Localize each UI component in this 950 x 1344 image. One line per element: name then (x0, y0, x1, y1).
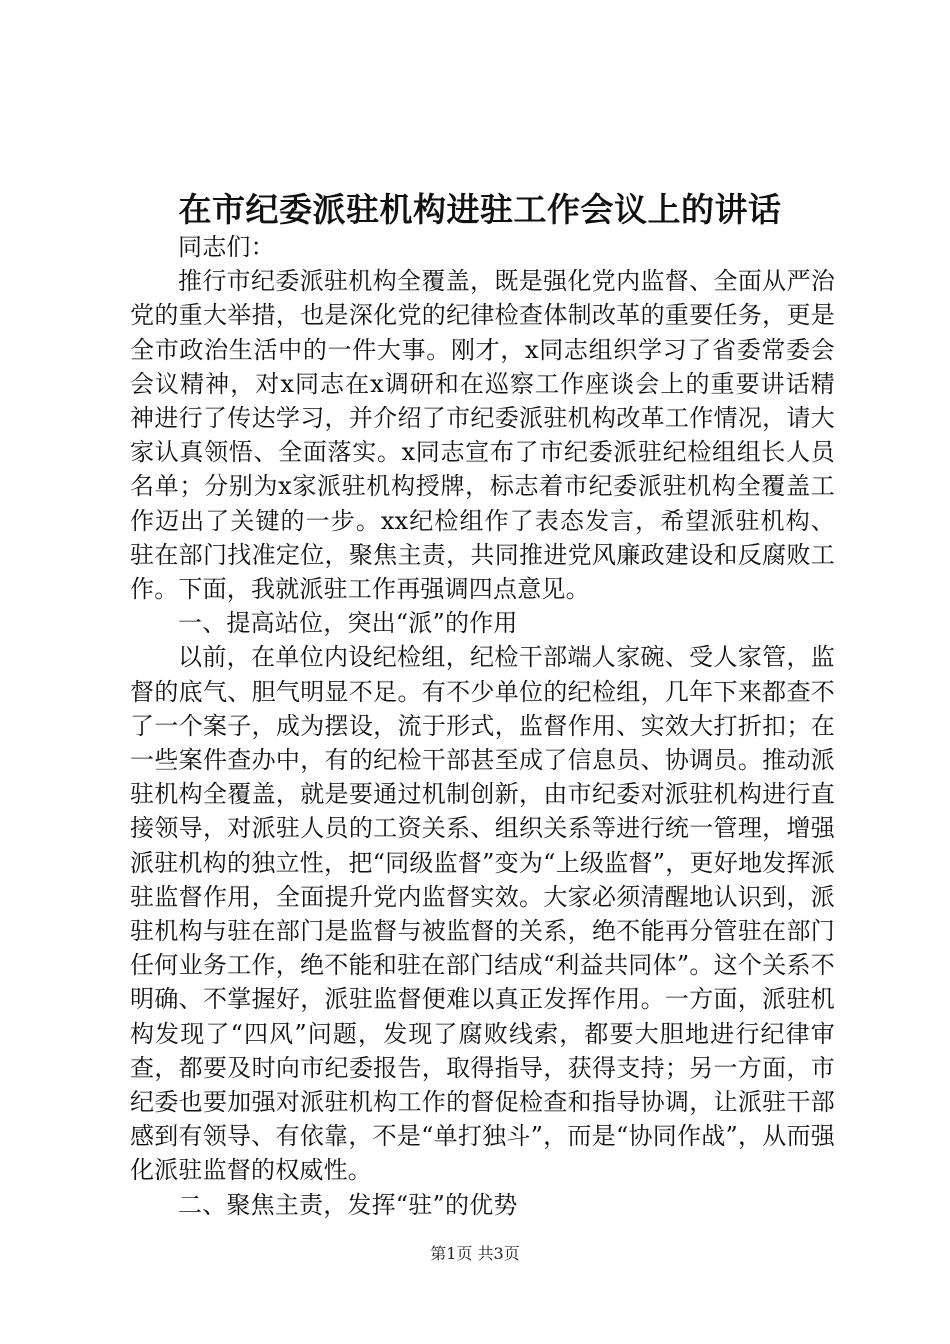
paragraph-section-1: 以前，在单位内设纪检组，纪检干部端人家碗、受人家管，监督的底气、胆气明显不足。有不少单位的纪检组，几年下来都查不了一个案子，成为摆设，流于形式，监督作用、实效大打折扣；在一些案件查办中，有的纪检干部甚至成了信息员、协调员。推动派驻机构全覆盖，就是要通过机制创新，由市纪委对派驻机构进行直接领导，对派驻人员的工资关系、组织关系等进行统一管理，增强派驻机构的独立性，把“同级监督”变为“上级监督”，更好地发挥派驻监督作用，全面提升党内监督实效。大家必须清醒地认识到，派驻机构与驻在部门是监督与被监督的关系，绝不能再分管驻在部门任何业务工作，绝不能和驻在部门结成“利益共同体”。这个关系不明确、不掌握好，派驻监督便难以真正发挥作用。一方面，派驻机构发现了“四风”问题，发现了腐败线索，都要大胆地进行纪律审查，都要及时向市纪委报告，取得指导，获得支持；另一方面，市纪委也要加强对派驻机构工作的督促检查和指导协调，让派驻干部感到有领导、有依靠，不是“单打独斗”，而是“协同作战”，从而强化派驻监督的权威性。 (130, 643, 835, 1185)
section-heading-2: 二、聚焦主责，发挥“驻”的优势 (178, 1190, 518, 1219)
salutation: 同志们： (178, 233, 275, 261)
document-body (130, 230, 835, 1222)
section-heading-1: 一、提高站位，突出“派”的作用 (178, 609, 518, 638)
paragraph-intro: 推行市纪委派驻机构全覆盖，既是强化党内监督、全面从严治党的重大举措，也是深化党的纪律检查体制改革的重要任务，更是全市政治生活中的一件大事。刚才，x同志组织学习了省委常委会会议精神，对x同志在x调研和在巡察工作座谈会上的重要讲话精神进行了传达学习，并介绍了市纪委派驻机构改革工作情况，请大家认真领悟、全面落实。x同志宣布了市纪委派驻纪检组组长人员名单；分别为x家派驻机构授牌，标志着市纪委派驻机构全覆盖工作迈出了关键的一步。xx纪检组作了表态发言，希望派驻机构、驻在部门找准定位，聚焦主责，共同推进党风廉政建设和反腐败工作。下面，我就派驻工作再强调四点意见。 (130, 267, 835, 604)
page-number-footer: 第1页 共3页 (430, 1244, 520, 1263)
document-title: 在市纪委派驻机构进驻工作会议上的讲话 (178, 190, 782, 229)
